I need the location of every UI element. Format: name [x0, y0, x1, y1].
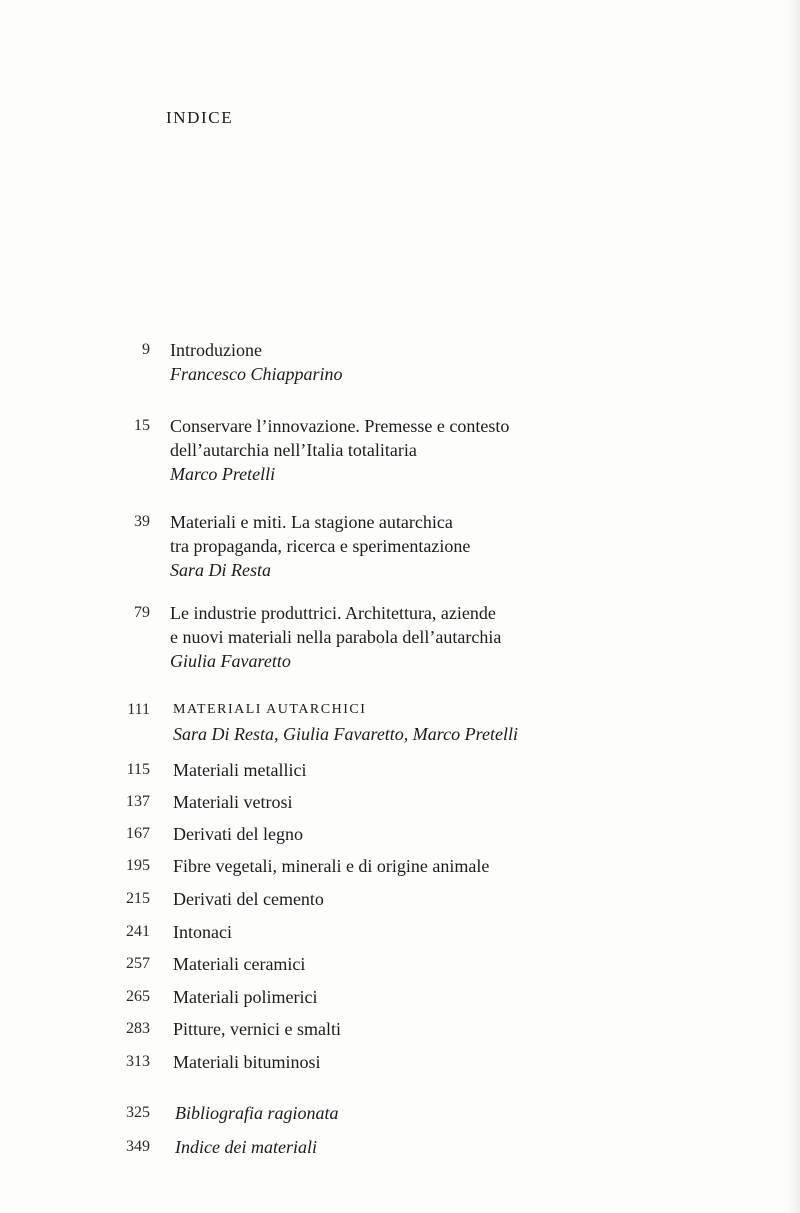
entry-title-line: e nuovi materiali nella parabola dell’autarchia — [170, 627, 502, 647]
entry-page-number: 15 — [134, 417, 150, 434]
entry-title-line: Pitture, vernici e smalti — [173, 1019, 341, 1039]
entry-page-number: 325 — [126, 1104, 150, 1121]
entry-text — [173, 698, 553, 746]
entry-author: Sara Di Resta — [170, 560, 271, 580]
entry-text — [170, 510, 550, 582]
entry-page-number: 111 — [127, 701, 150, 718]
entry-title-line: tra propaganda, ricerca e sperimentazione — [170, 536, 471, 556]
entry-title-line: Derivati del cemento — [173, 889, 324, 909]
entry-text — [170, 338, 550, 386]
entry-page-number: 79 — [134, 604, 150, 621]
page-edge-shadow — [786, 0, 800, 1213]
entry-title-line: Materiali polimerici — [173, 987, 318, 1007]
entry-page-number: 257 — [126, 955, 150, 972]
entry-page-number: 137 — [126, 793, 150, 810]
entry-title-line: Conservare l’innovazione. Premesse e contesto — [170, 416, 510, 436]
entry-text — [170, 601, 550, 673]
entry-title-line: Indice dei materiali — [175, 1137, 317, 1157]
entry-page-number: 215 — [126, 890, 150, 907]
entry-page-number: 167 — [126, 825, 150, 842]
entry-author: Giulia Favaretto — [170, 651, 291, 671]
entry-author: Sara Di Resta, Giulia Favaretto, Marco Pretelli — [173, 724, 518, 744]
entry-title-line: Derivati del legno — [173, 824, 303, 844]
entry-title-line: Bibliografia ragionata — [175, 1103, 339, 1123]
entry-page-number: 39 — [134, 513, 150, 530]
entry-title-line: Materiali bituminosi — [173, 1052, 321, 1072]
page-title: INDICE — [166, 108, 234, 127]
entry-author: Marco Pretelli — [170, 464, 276, 484]
entry-title-line: Introduzione — [170, 340, 262, 360]
entry-title-line: dell’autarchia nell’Italia totalitaria — [170, 440, 417, 460]
entry-title-line: Materiali ceramici — [173, 954, 306, 974]
entry-page-number: 313 — [126, 1053, 150, 1070]
entry-page-number: 115 — [126, 761, 150, 778]
section-title: MATERIALI AUTARCHICI — [173, 702, 367, 717]
entry-title-line: Materiali e miti. La stagione autarchica — [170, 512, 453, 532]
entry-page-number: 195 — [126, 857, 150, 874]
entry-page-number: 349 — [126, 1138, 150, 1155]
entry-page-number: 241 — [126, 923, 150, 940]
entry-page-number: 265 — [126, 988, 150, 1005]
entry-title-line: Fibre vegetali, minerali e di origine animale — [173, 856, 490, 876]
entry-text — [170, 414, 550, 486]
entry-title-line: Le industrie produttrici. Architettura, aziende — [170, 603, 496, 623]
entry-author: Francesco Chiapparino — [170, 364, 343, 384]
entry-title-line: Intonaci — [173, 922, 232, 942]
entry-page-number: 283 — [126, 1020, 150, 1037]
entry-title-line: Materiali vetrosi — [173, 792, 293, 812]
entry-title-line: Materiali metallici — [173, 760, 307, 780]
entry-page-number: 9 — [142, 341, 150, 358]
